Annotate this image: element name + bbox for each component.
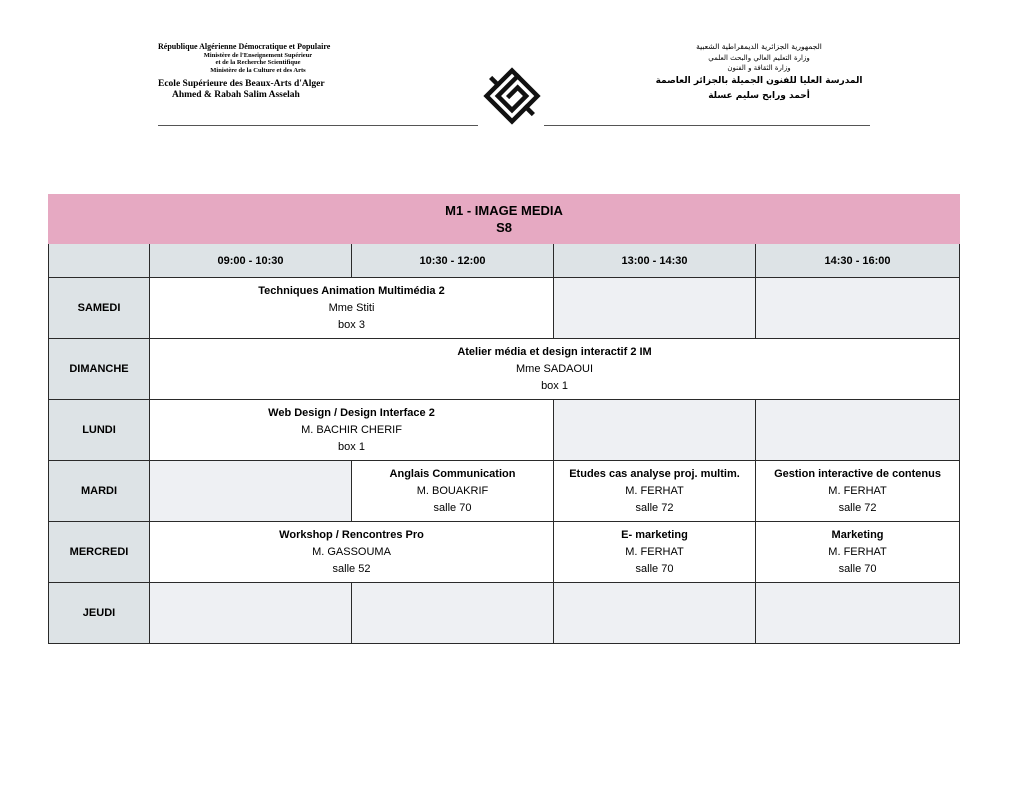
header-research-fr: et de la Recherche Scientifique bbox=[215, 59, 301, 67]
header-school-ar: المدرسة العليا للفنون الجميلة بالجزائر العاصمة bbox=[655, 76, 863, 87]
time-slot-3: 13:00 - 14:30 bbox=[554, 244, 756, 278]
header-school-fr: Ecole Supérieure des Beaux-Arts d'Alger bbox=[158, 78, 325, 89]
row-mercredi bbox=[49, 522, 960, 583]
course-teacher: Mme SADAOUI bbox=[516, 362, 594, 375]
header-ministry-fr: Ministère de l'Enseignement Supérieur bbox=[203, 51, 313, 59]
course-cell bbox=[554, 522, 756, 583]
time-slot-4: 14:30 - 16:00 bbox=[756, 244, 960, 278]
course-cell bbox=[150, 278, 554, 339]
course-room: box 1 bbox=[541, 379, 568, 392]
course-room: salle 70 bbox=[433, 501, 472, 514]
row-mardi bbox=[49, 461, 960, 522]
course-name: Gestion interactive de contenus bbox=[774, 467, 941, 480]
empty-cell bbox=[150, 583, 352, 644]
course-name: E- marketing bbox=[621, 528, 688, 541]
empty-cell bbox=[554, 400, 756, 461]
title-row bbox=[49, 195, 960, 244]
course-teacher: M. GASSOUMA bbox=[312, 545, 391, 558]
course-name: Marketing bbox=[831, 528, 884, 541]
empty-cell bbox=[554, 583, 756, 644]
course-name: Web Design / Design Interface 2 bbox=[268, 406, 435, 419]
course-name: Techniques Animation Multimédia 2 bbox=[258, 284, 445, 297]
timetable bbox=[48, 194, 960, 644]
timetable-title bbox=[49, 195, 960, 244]
row-lundi bbox=[49, 400, 960, 461]
course-name: Anglais Communication bbox=[389, 467, 516, 480]
time-slot-2: 10:30 - 12:00 bbox=[352, 244, 554, 278]
header-culture-fr: Ministère de la Culture et des Arts bbox=[210, 67, 306, 75]
course-teacher: M. BOUAKRIF bbox=[416, 484, 489, 497]
header-rule-right bbox=[544, 125, 870, 126]
row-jeudi bbox=[49, 583, 960, 644]
course-room: salle 72 bbox=[635, 501, 674, 514]
day-label-jeudi: JEUDI bbox=[49, 583, 150, 644]
course-cell bbox=[150, 339, 960, 400]
header-school-names-fr: Ahmed & Rabah Salim Asselah bbox=[172, 90, 300, 101]
course-teacher: M. FERHAT bbox=[625, 484, 684, 497]
header-culture-ar: وزارة الثقافة و الفنون bbox=[727, 64, 791, 73]
course-room: salle 72 bbox=[838, 501, 877, 514]
header-school-names-ar: أحمد ورابح سليم عسلة bbox=[708, 91, 810, 102]
day-label-mercredi: MERCREDI bbox=[49, 522, 150, 583]
empty-cell bbox=[554, 278, 756, 339]
time-slot-1: 09:00 - 10:30 bbox=[150, 244, 352, 278]
empty-cell bbox=[756, 400, 960, 461]
course-cell bbox=[756, 461, 960, 522]
empty-cell bbox=[756, 278, 960, 339]
course-name: Atelier média et design interactif 2 IM bbox=[457, 345, 652, 358]
empty-cell bbox=[150, 461, 352, 522]
header-republic-ar: الجمهورية الجزائرية الديمقراطية الشعبية bbox=[696, 42, 822, 51]
course-cell bbox=[352, 461, 554, 522]
institution-header bbox=[154, 36, 874, 136]
day-label-lundi: LUNDI bbox=[49, 400, 150, 461]
day-label-samedi: SAMEDI bbox=[49, 278, 150, 339]
course-room: box 3 bbox=[338, 318, 365, 331]
course-name: Workshop / Rencontres Pro bbox=[279, 528, 424, 541]
kufic-square-logo-icon bbox=[480, 64, 544, 128]
time-slot-row bbox=[49, 244, 960, 278]
day-label-mardi: MARDI bbox=[49, 461, 150, 522]
program-title: M1 - IMAGE MEDIA bbox=[445, 203, 563, 218]
header-left-block bbox=[158, 42, 358, 102]
empty-cell bbox=[756, 583, 960, 644]
row-dimanche bbox=[49, 339, 960, 400]
course-cell bbox=[554, 461, 756, 522]
header-republic-fr: République Algérienne Démocratique et Populaire bbox=[158, 42, 331, 51]
course-cell bbox=[150, 522, 554, 583]
empty-cell bbox=[352, 583, 554, 644]
semester-label: S8 bbox=[496, 220, 512, 235]
course-room: box 1 bbox=[338, 440, 365, 453]
header-right-block bbox=[654, 42, 864, 103]
corner-cell bbox=[49, 244, 150, 278]
course-cell bbox=[756, 522, 960, 583]
course-cell bbox=[150, 400, 554, 461]
row-samedi bbox=[49, 278, 960, 339]
header-rule-left bbox=[158, 125, 478, 126]
course-room: salle 52 bbox=[332, 562, 371, 575]
course-teacher: M. FERHAT bbox=[828, 484, 887, 497]
course-teacher: M. BACHIR CHERIF bbox=[301, 423, 402, 436]
course-room: salle 70 bbox=[635, 562, 674, 575]
course-teacher: M. FERHAT bbox=[828, 545, 887, 558]
header-ministry-ar: وزارة التعليم العالي والبحث العلمي bbox=[708, 53, 810, 62]
course-room: salle 70 bbox=[838, 562, 877, 575]
course-teacher: M. FERHAT bbox=[625, 545, 684, 558]
course-teacher: Mme Stiti bbox=[328, 301, 375, 314]
day-label-dimanche: DIMANCHE bbox=[49, 339, 150, 400]
course-name: Etudes cas analyse proj. multim. bbox=[569, 467, 740, 480]
